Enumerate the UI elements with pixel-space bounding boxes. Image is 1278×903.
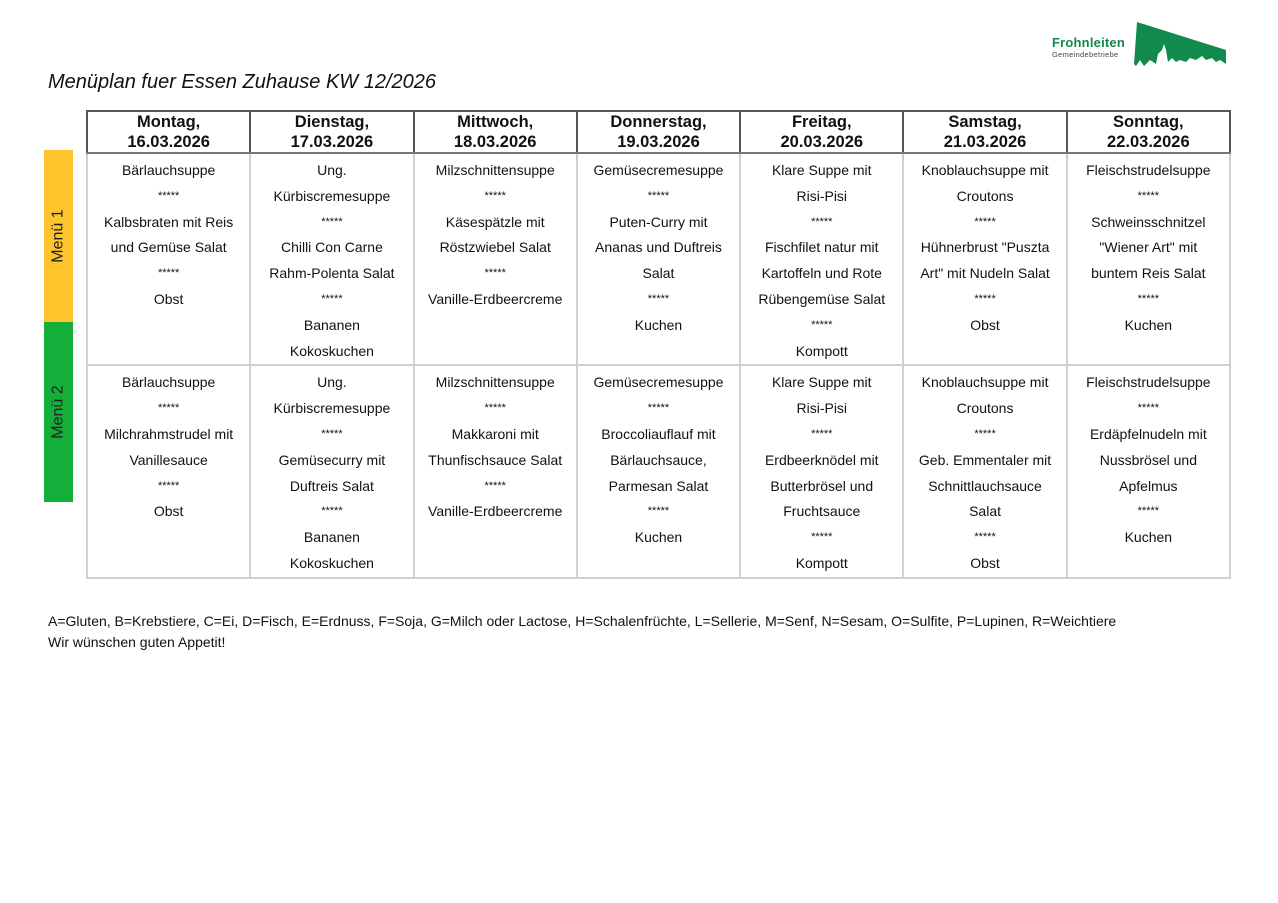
dish-line: Kuchen	[1124, 316, 1173, 333]
course-separator: *****	[811, 215, 833, 228]
dish-line: Röstzwiebel Salat	[439, 239, 551, 256]
day-date: 16.03.2026	[127, 133, 210, 151]
course-separator: *****	[974, 292, 996, 305]
dish-line: Risi-Pisi	[796, 187, 848, 204]
day-header	[1067, 111, 1230, 153]
menu2-cell	[740, 365, 903, 577]
day-header	[87, 111, 250, 153]
dish-line: Bärlauchsauce,	[610, 451, 707, 468]
dish-line: Kuchen	[634, 529, 683, 546]
dish-line: Ung.	[317, 374, 347, 391]
course-separator: *****	[647, 189, 670, 202]
course-separator: *****	[974, 531, 996, 544]
menu2-cell	[414, 365, 577, 577]
dish-line: Kompott	[795, 342, 848, 359]
menu1-cell	[903, 153, 1066, 365]
course-separator: *****	[321, 427, 343, 440]
course-separator: *****	[647, 402, 670, 415]
dish-line: Thunfischsauce Salat	[428, 451, 563, 468]
dish-line: Makkaroni mit	[451, 425, 539, 442]
course-separator: *****	[484, 189, 506, 202]
day-header	[414, 111, 577, 153]
day-date: 18.03.2026	[453, 133, 537, 151]
day-name: Freitag,	[791, 113, 852, 131]
day-name: Sonntag,	[1113, 113, 1184, 131]
dish-line: Kuchen	[1124, 529, 1173, 546]
course-separator: *****	[811, 318, 833, 331]
dish-line: Salat	[969, 503, 1001, 520]
day-name: Mittwoch,	[457, 113, 534, 131]
dish-line: Milchrahmstrudel mit	[104, 425, 234, 442]
course-separator: *****	[647, 505, 670, 518]
day-header	[903, 111, 1066, 153]
dish-line: Obst	[970, 554, 1000, 571]
menu-1-row	[87, 153, 1230, 365]
dish-line: Geb. Emmentaler mit	[918, 451, 1052, 468]
menu-2-row	[87, 365, 1230, 577]
course-separator: *****	[1137, 402, 1160, 415]
weekly-menu-table	[86, 110, 1231, 579]
menu-1-label: Menü 1	[49, 209, 67, 263]
dish-line: Vanillesauce	[129, 451, 208, 468]
dish-line: Klare Suppe mit	[771, 162, 872, 178]
day-date: 21.03.2026	[943, 133, 1027, 151]
course-separator: *****	[1137, 505, 1160, 518]
dish-line: Käsespätzle mit	[445, 213, 545, 230]
menu2-cell	[1067, 365, 1230, 577]
course-separator: *****	[321, 292, 343, 305]
dish-line: Knoblauchsuppe mit	[921, 162, 1049, 178]
dish-line: Broccoliauflauf mit	[601, 425, 716, 442]
course-separator: *****	[321, 505, 343, 518]
dish-line: Bananen	[303, 316, 360, 333]
dish-line: Duftreis Salat	[289, 477, 374, 494]
frohnleiten-logo	[1052, 20, 1232, 68]
dish-line: Schnittlauchsauce	[928, 477, 1042, 494]
dish-line: Bärlauchsuppe	[121, 162, 216, 178]
dish-line: Erdbeerknödel mit	[764, 451, 879, 468]
course-separator: *****	[157, 402, 180, 415]
dish-line: Gemüsecremesuppe	[593, 374, 724, 391]
day-date: 19.03.2026	[617, 133, 700, 151]
footer	[48, 611, 1116, 653]
greeting: Wir wünschen guten Appetit!	[48, 634, 226, 650]
day-name: Dienstag,	[294, 113, 370, 131]
logo-subtitle: Gemeindebetriebe	[1052, 50, 1119, 59]
day-name: Samstag,	[948, 113, 1022, 131]
dish-line: Bananen	[303, 529, 360, 546]
dish-line: Fruchtsauce	[783, 503, 861, 520]
menu-2-label: Menü 2	[49, 385, 67, 439]
logo-text	[1052, 36, 1125, 60]
dish-line: Nussbrösel und	[1099, 451, 1197, 468]
day-header	[577, 111, 740, 153]
course-separator: *****	[1137, 189, 1160, 202]
dish-line: Apfelmus	[1119, 477, 1178, 494]
dish-line: Risi-Pisi	[796, 400, 848, 417]
dish-line: Kürbiscremesuppe	[273, 187, 391, 204]
course-separator: *****	[157, 267, 180, 280]
course-separator: *****	[484, 402, 506, 415]
dish-line: Kuchen	[634, 316, 683, 333]
logo-name: Frohnleiten	[1052, 35, 1125, 50]
menu2-cell	[87, 365, 250, 577]
dish-line: Kokoskuchen	[289, 554, 374, 571]
dish-line: buntem Reis Salat	[1091, 265, 1206, 282]
dish-line: Hühnerbrust "Puszta	[920, 239, 1050, 256]
dish-line: Kokoskuchen	[289, 342, 374, 359]
course-separator: *****	[157, 479, 180, 492]
menu2-cell	[577, 365, 740, 577]
course-separator: *****	[321, 215, 343, 228]
menu2-cell	[250, 365, 413, 577]
course-separator: *****	[157, 189, 180, 202]
day-date: 17.03.2026	[290, 133, 374, 151]
dish-line: Puten-Curry mit	[609, 213, 708, 230]
day-date: 22.03.2026	[1107, 133, 1190, 151]
course-separator: *****	[1137, 292, 1160, 305]
dish-line: Fleischstrudelsuppe	[1086, 374, 1211, 391]
day-header	[250, 111, 413, 153]
dish-line: Kompott	[795, 554, 848, 571]
day-name: Montag,	[137, 113, 201, 131]
dish-line: Butterbrösel und	[770, 477, 874, 494]
dish-line: Chilli Con Carne	[280, 239, 383, 256]
dish-line: Kartoffeln und Rote	[761, 265, 882, 282]
dish-line: Parmesan Salat	[608, 477, 709, 494]
page-title: Menüplan fuer Essen Zuhause KW 12/2026	[48, 71, 437, 93]
dish-line: Fleischstrudelsuppe	[1086, 162, 1211, 178]
dish-line: Knoblauchsuppe mit	[921, 374, 1049, 391]
menu1-cell	[87, 153, 250, 365]
course-separator: *****	[484, 267, 506, 280]
town-skyline-icon	[1132, 20, 1228, 68]
menu1-cell	[1067, 153, 1230, 365]
dish-line: Kalbsbraten mit Reis	[104, 213, 234, 230]
course-separator: *****	[974, 427, 996, 440]
dish-line: Klare Suppe mit	[771, 374, 872, 391]
menu-2-label-bar	[44, 322, 73, 502]
dish-line: Bärlauchsuppe	[121, 374, 216, 391]
dish-line: Ananas und Duftreis	[595, 239, 722, 256]
dish-line: Croutons	[956, 400, 1014, 417]
dish-line: Milzschnittensuppe	[435, 162, 555, 178]
dish-line: Rahm-Polenta Salat	[269, 265, 395, 282]
dish-line: Kürbiscremesuppe	[273, 400, 391, 417]
dish-line: Ung.	[317, 162, 347, 178]
dish-line: und Gemüse Salat	[110, 239, 227, 256]
day-date: 20.03.2026	[780, 133, 864, 151]
dish-line: Gemüsecremesuppe	[593, 162, 724, 178]
dish-line: Milzschnittensuppe	[435, 374, 555, 391]
day-name: Donnerstag,	[610, 113, 707, 131]
dish-line: Obst	[970, 316, 1000, 333]
course-separator: *****	[484, 479, 506, 492]
dish-line: Art" mit Nudeln Salat	[920, 265, 1050, 282]
course-separator: *****	[811, 531, 833, 544]
course-separator: *****	[647, 292, 670, 305]
course-separator: *****	[974, 215, 996, 228]
menu1-cell	[250, 153, 413, 365]
dish-line: Vanille-Erdbeercreme	[428, 290, 563, 307]
dish-line: Obst	[153, 290, 184, 307]
day-header-row	[87, 111, 1230, 153]
allergen-legend: A=Gluten, B=Krebstiere, C=Ei, D=Fisch, E=Erdnuss, F=Soja, G=Milch oder Lactose, H=Schalenfrüchte, L=Sellerie, M=Senf, N=Sesam, O=Sulfite, P=Lupinen, R=Weichtiere	[48, 613, 1117, 629]
dish-line: Croutons	[956, 187, 1014, 204]
menu1-cell	[740, 153, 903, 365]
dish-line: Rübengemüse Salat	[758, 290, 886, 307]
dish-line: Erdäpfelnudeln mit	[1089, 425, 1207, 442]
dish-line: Gemüsecurry mit	[278, 451, 386, 468]
menu1-cell	[414, 153, 577, 365]
dish-line: Schweinsschnitzel	[1091, 213, 1206, 230]
menu-1-label-bar	[44, 150, 73, 322]
dish-line: Obst	[153, 503, 184, 520]
menu2-cell	[903, 365, 1066, 577]
dish-line: Vanille-Erdbeercreme	[428, 503, 563, 520]
dish-line: "Wiener Art" mit	[1099, 239, 1198, 256]
dish-line: Fischfilet natur mit	[764, 239, 879, 256]
day-header	[740, 111, 903, 153]
menu1-cell	[577, 153, 740, 365]
dish-line: Salat	[642, 265, 675, 282]
course-separator: *****	[811, 427, 833, 440]
